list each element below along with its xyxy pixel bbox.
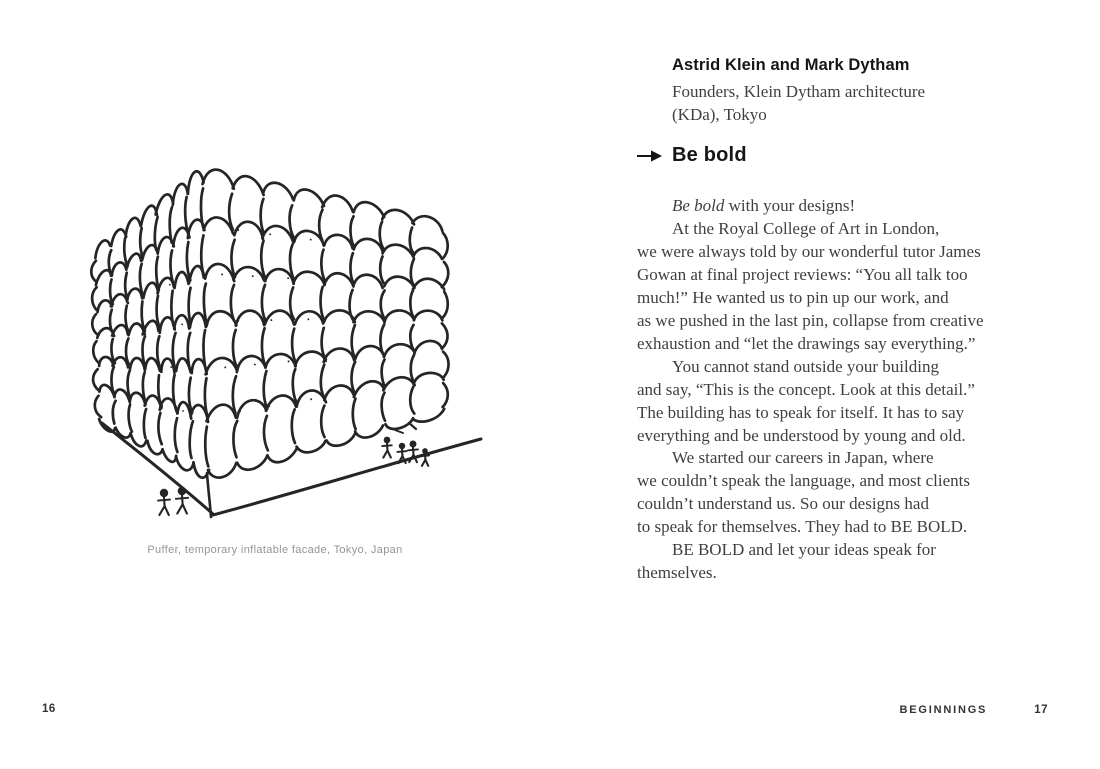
body-line-1: Be bold with your designs! <box>672 196 856 215</box>
puffer-building-sketch <box>60 160 490 540</box>
body-line-17: themselves. <box>637 563 717 583</box>
body-line-10: The building has to speak for itself. It has to say <box>637 402 965 422</box>
byline <box>672 80 925 126</box>
footer-right <box>0 704 1048 716</box>
body-line-3: we were always told by our wonderful tutor James <box>637 241 981 261</box>
page-number-left: 16 <box>42 703 56 715</box>
byline-line: Founders, Klein Dytham architecture <box>672 82 926 101</box>
inflatable-cube-drawing <box>60 160 490 540</box>
body-line-5: much!” He wanted us to pin up our work, and <box>637 287 949 307</box>
section-title: Be bold <box>672 144 747 166</box>
body-line-12: We started our careers in Japan, where <box>672 448 934 468</box>
body-line-7: exhaustion and “let the drawings say everything.” <box>637 333 976 353</box>
body-line-15: to speak for themselves. They had to BE BOLD. <box>637 517 968 537</box>
body-text <box>637 195 984 585</box>
body-line-16: BE BOLD and let your ideas speak for <box>672 540 936 560</box>
body-line-11: everything and be understood by young and old. <box>637 425 966 445</box>
body-line-8: You cannot stand outside your building <box>672 356 939 376</box>
section-heading <box>637 144 747 167</box>
body-line-9: and say, “This is the concept. Look at this detail.” <box>637 379 975 399</box>
page-number-right: 17 <box>1034 704 1048 716</box>
byline-line: (KDa), Tokyo <box>672 105 767 124</box>
running-head: BEGINNINGS <box>899 704 988 716</box>
arrow-right-icon <box>637 148 662 164</box>
image-caption: Puffer, temporary inflatable facade, Tokyo, Japan <box>147 544 403 556</box>
body-line-4: Gowan at final project reviews: “You all talk too <box>637 264 968 284</box>
body-line-14: couldn’t understand us. So our designs had <box>637 494 929 514</box>
body-line-6: as we pushed in the last pin, collapse from creative <box>637 310 984 330</box>
body-line-13: we couldn’t speak the language, and most clients <box>637 471 970 491</box>
italic-lead: Be bold <box>672 196 725 215</box>
body-line-2: At the Royal College of Art in London, <box>672 218 940 238</box>
author-heading: Astrid Klein and Mark Dytham <box>672 56 910 74</box>
